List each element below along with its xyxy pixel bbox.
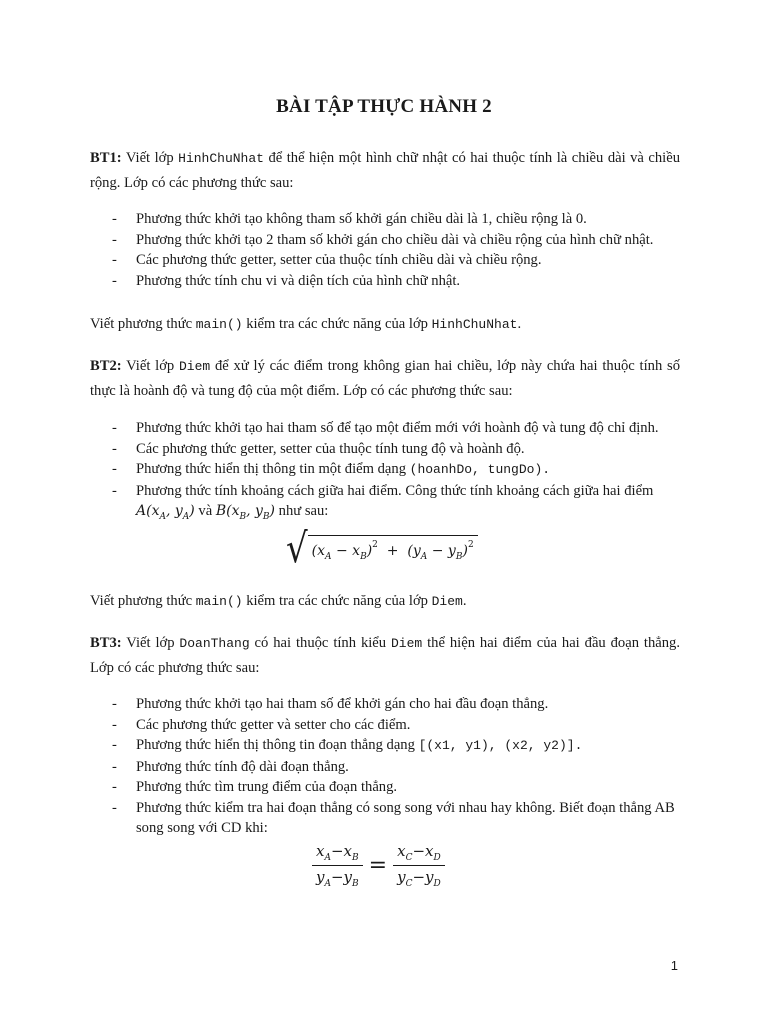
- bt2-label: BT2:: [90, 358, 122, 374]
- bt1-intro: [90, 146, 680, 196]
- distance-formula: [286, 525, 478, 573]
- bt3-intro-text-b: có hai thuộc tính kiểu: [249, 635, 391, 651]
- list-item: - Phương thức khởi tạo hai tham số để tạo một điểm mới với hoành độ và tung độ chỉ định.: [112, 418, 680, 439]
- bt1-main-end: .: [517, 316, 522, 332]
- list-item: [112, 735, 680, 757]
- bt3-label: BT3:: [90, 635, 122, 651]
- list-item: - Các phương thức getter và setter cho các điểm.: [112, 715, 680, 736]
- fraction-left: $\frac{x_A-x_B}{y_A-y_B}$: [312, 842, 363, 889]
- bt1-method-list: [112, 209, 680, 291]
- point-b-formula: $B(x_B$, $y_B$): [215, 503, 276, 522]
- bt2-main-text-a: Viết phương thức: [90, 593, 196, 609]
- equals-sign: =: [368, 853, 388, 878]
- bt3-item3-text: Phương thức hiển thị thông tin đoạn thẳng dạng: [136, 737, 419, 753]
- bt2-item3-text: Phương thức hiển thị thông tin một điểm dạng: [136, 461, 410, 477]
- bt2-item3-code: (hoanhDo, tungDo).: [409, 462, 551, 477]
- sqrt-radicand: $(x_A - x_B)^2 + (y_A - y_B)^2$: [308, 535, 478, 562]
- fraction-right: $\frac{x_C-x_D}{y_C-y_D}$: [393, 842, 445, 889]
- bt2-intro: [90, 354, 680, 404]
- list-item: - Phương thức khởi tạo không tham số khởi gán chiều dài là 1, chiều rộng là 0.: [112, 209, 680, 230]
- bt2-main-class: Diem: [431, 594, 463, 609]
- list-item: - Phương thức tính chu vi và diện tích của hình chữ nhật.: [112, 271, 680, 292]
- parallel-formula: [312, 842, 445, 889]
- bt1-intro-text-a: Viết lớp: [121, 150, 179, 166]
- bt1-main-text-a: Viết phương thức: [90, 316, 196, 332]
- bt2-item4-text: Phương thức tính khoảng cách giữa hai điểm. Công thức tính khoảng cách giữa hai điểm: [136, 482, 654, 499]
- list-item: - Phương thức khởi tạo hai tham số để khởi gán cho hai đầu đoạn thẳng.: [112, 694, 680, 715]
- bt3-intro-text-a: Viết lớp: [121, 635, 180, 651]
- bt1-intro-text-b: để thể hiện một hình chữ nhật có hai thuộc tính là chiều dài và chiều rộng. Lớp có các phương thức sau:: [90, 150, 680, 191]
- bt2-main-note: [90, 589, 680, 614]
- bt3-intro-text-c: thể hiện hai điểm của hai đầu đoạn thẳng. Lớp có các phương thức sau:: [90, 635, 680, 676]
- bt2-item4-and: và: [194, 503, 216, 519]
- bt2-main-code: main(): [195, 594, 243, 609]
- bt3-class-name: DoanThang: [179, 636, 250, 651]
- bt1-main-text-b: kiểm tra các chức năng của lớp: [242, 316, 432, 332]
- bt3-method-list: [112, 694, 680, 839]
- bt3-intro: [90, 631, 680, 681]
- list-item: - Phương thức khởi tạo 2 tham số khởi gán cho chiều dài và chiều rộng của hình chữ nhật.: [112, 230, 680, 251]
- list-item: - Phương thức kiểm tra hai đoạn thẳng có song song với nhau hay không. Biết đoạn thẳng AB song song với CD khi:: [112, 798, 680, 839]
- list-item: - Phương thức tính độ dài đoạn thẳng.: [112, 757, 680, 778]
- bt2-method-list: [112, 418, 680, 528]
- bt2-item4-end: như sau:: [275, 503, 329, 519]
- bt1-label: BT1:: [90, 150, 122, 166]
- bt2-intro-text-a: Viết lớp: [121, 358, 179, 374]
- bt1-main-note: [90, 312, 680, 337]
- page-number: 1: [670, 958, 678, 973]
- bt2-main-text-b: kiểm tra các chức năng của lớp: [242, 593, 432, 609]
- point-a-formula: $A(x_A$, $y_A$): [136, 503, 195, 522]
- sqrt-sign: √: [286, 525, 308, 573]
- bt1-main-class: HinhChuNhat: [431, 317, 518, 332]
- bt2-intro-text-b: để xử lý các điểm trong không gian hai chiều, lớp này chứa hai thuộc tính số thực là hoành độ và tung độ của một điểm. Lớp có các phương thức sau:: [90, 358, 680, 399]
- list-item: [112, 481, 680, 528]
- bt3-type-name: Diem: [390, 636, 423, 651]
- list-item: - Các phương thức getter, setter của thuộc tính tung độ và hoành độ.: [112, 439, 680, 460]
- page-title: BÀI TẬP THỰC HÀNH 2: [276, 96, 492, 117]
- list-item: - Các phương thức getter, setter của thuộc tính chiều dài và chiều rộng.: [112, 250, 680, 271]
- bt1-class-name: HinhChuNhat: [178, 151, 264, 166]
- bt3-item3-code: [(x1, y1), (x2, y2)].: [418, 738, 583, 753]
- bt2-main-end: .: [462, 593, 467, 609]
- list-item: - Phương thức tìm trung điểm của đoạn thẳng.: [112, 777, 680, 798]
- bt2-class-name: Diem: [179, 359, 211, 374]
- bt1-main-code: main(): [195, 317, 243, 332]
- list-item: [112, 459, 680, 481]
